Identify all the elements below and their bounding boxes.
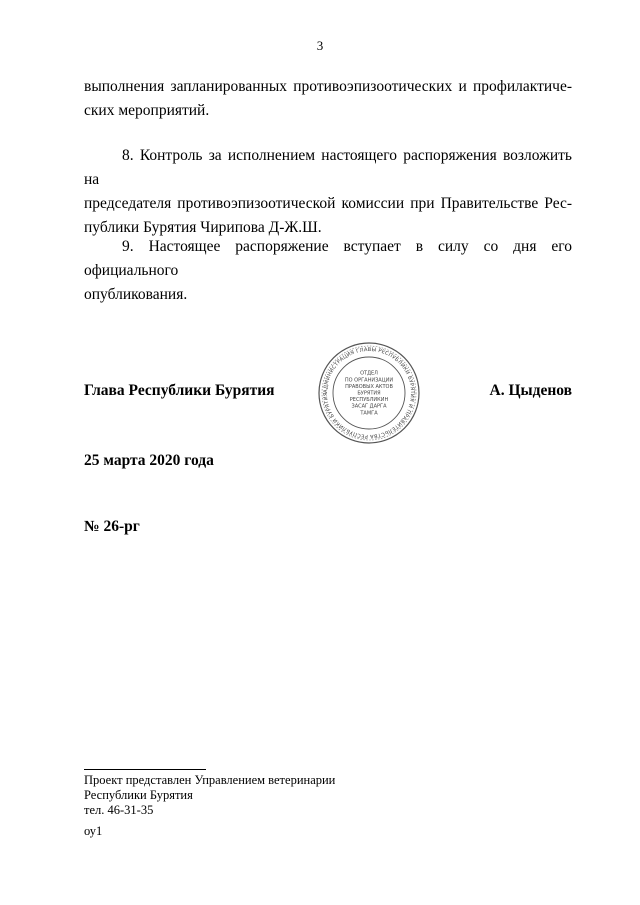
- svg-text:ОТДЕЛ: ОТДЕЛ: [360, 370, 378, 377]
- svg-text:ПО ОРГАНИЗАЦИИ: ПО ОРГАНИЗАЦИИ: [344, 377, 394, 384]
- svg-text:РЕСПУБЛИКИН: РЕСПУБЛИКИН: [349, 397, 389, 404]
- official-seal-icon: [317, 341, 421, 445]
- svg-text:БУРЯТИЯ: БУРЯТИЯ: [357, 390, 381, 397]
- svg-text:ПРАВОВЫХ АКТОВ: ПРАВОВЫХ АКТОВ: [345, 383, 393, 390]
- paragraph-line: выполнения запланированных противоэпизоотических и профилактиче-: [84, 78, 572, 95]
- signatory-name: А. Цыденов: [489, 382, 572, 399]
- signatory-title: Глава Республики Бурятия: [84, 382, 275, 399]
- svg-text:АДМИНИСТРАЦИЯ ГЛАВЫ РЕСПУБЛИКИ: АДМИНИСТРАЦИЯ ГЛАВЫ РЕСПУБЛИКИ БУРЯТИЯ И ПРАВИТЕЛЬСТВА РЕСПУБЛИКИ БУРЯТИЯ: [322, 346, 416, 440]
- document-code: оу1: [84, 824, 103, 838]
- footnote-line: Республики Бурятия: [84, 788, 193, 802]
- svg-text:ЗАСАГ ДАРГА: ЗАСАГ ДАРГА: [351, 403, 387, 410]
- paragraph-item-9: [84, 235, 572, 307]
- paragraph-line: ских мероприятий.: [84, 102, 210, 119]
- footnote-line: Проект представлен Управлением ветеринарии: [84, 773, 336, 787]
- document-date: 25 марта 2020 года: [84, 452, 214, 469]
- paragraph-line: опубликования.: [84, 286, 188, 303]
- footnote-line: тел. 46-31-35: [84, 803, 154, 817]
- footnote-divider: [84, 769, 206, 770]
- paragraph-item-8: [84, 144, 572, 240]
- page-number: 3: [316, 38, 324, 53]
- paragraph-line: 9. Настоящее распоряжение вступает в силу со дня его официального: [84, 238, 572, 279]
- paragraph-line: публики Бурятия Чирипова Д-Ж.Ш.: [84, 219, 322, 236]
- paragraph-line: председателя противоэпизоотической комиссии при Правительстве Рес-: [84, 195, 572, 212]
- paragraph-line: 8. Контроль за исполнением настоящего распоряжения возложить на: [84, 147, 572, 188]
- paragraph-continuation: [84, 75, 572, 123]
- footnote: [84, 773, 335, 818]
- svg-text:ТАМГА: ТАМГА: [360, 410, 378, 417]
- document-number: № 26-рг: [84, 518, 140, 535]
